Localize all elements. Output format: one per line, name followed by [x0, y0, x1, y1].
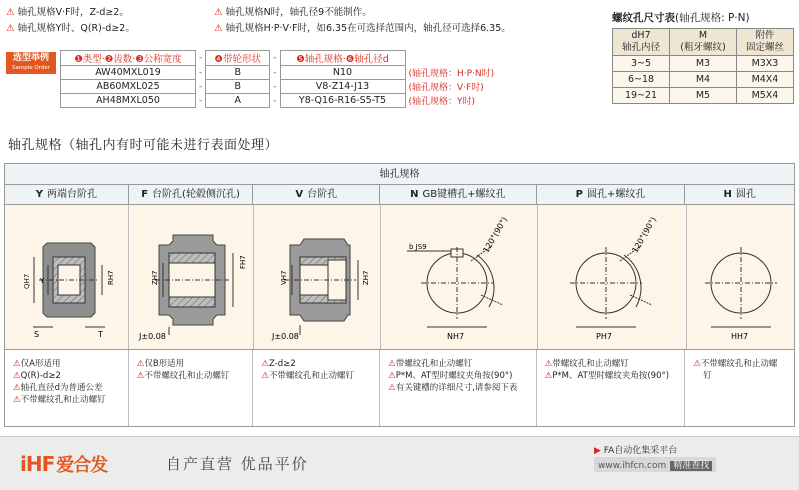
col-f: F 台阶孔(轮毂侧沉孔): [129, 185, 254, 204]
top-notes-right: ⚠ 轴孔规格N时，轴孔径9不能制作。 ⚠ 轴孔规格H·P·V·F时，如6.35在可选择范围内，轴孔径可选择6.35。: [214, 7, 511, 34]
notes-n: ⚠带螺纹孔和止动螺钉 ⚠P*M、AT型时螺纹夹角按(90°) ⚠有关键槽的详细尺寸,请参阅下表: [380, 350, 537, 426]
svg-text:NH7: NH7: [447, 332, 465, 341]
thread-table-title: 螺纹孔尺寸表(轴孔规格: P·N): [612, 12, 750, 24]
col-n: N GB键槽孔+螺纹孔: [380, 185, 537, 204]
svg-text:HH7: HH7: [731, 332, 749, 341]
svg-text:RH7: RH7: [107, 270, 115, 285]
svg-text:FH7: FH7: [239, 255, 247, 269]
brand-logo: iHF 爱合发: [20, 452, 108, 476]
svg-text:J±0.08: J±0.08: [272, 332, 299, 341]
col-y: Y 两端台阶孔: [5, 185, 129, 204]
svg-text:PH7: PH7: [596, 332, 612, 341]
thread-table: dH7 轴孔内径 M (粗牙螺纹) 附件 固定螺丝 3~5 M3 M3X3 6~18 M4 M4X4 19~21 M5 M5X4: [612, 28, 794, 104]
sample-order-badge: 选型举例 Sample Order: [6, 52, 56, 74]
svg-text:S: S: [34, 330, 40, 339]
table-row: AB60MXL025 - B - V8-Z14-J13 (轴孔规格：V·F时): [61, 80, 498, 94]
diagram-p: [538, 205, 687, 349]
diagram-y: [5, 205, 129, 349]
section-title: 轴孔规格（轴孔内有时可能未进行表面处理）: [8, 138, 279, 153]
svg-text:QH7: QH7: [23, 273, 31, 289]
diagram-n: [381, 205, 538, 349]
sample-order-table: ❶类型·❷齿数·❸公称宽度 - ❹带轮形状 - ❺轴孔规格·❻轴孔径d AW40MXL019 - B - N10 (轴孔规格：H·P·N时) AB60MXL025 - B - V8-Z14-J13 (轴孔规格：V·F时) AH48MXL050 - A - Y8-Q16-R16-S5-T5 (轴孔规格：Y时): [60, 50, 498, 108]
diagram-f: [129, 205, 254, 349]
svg-text:120°(90°): 120°(90°): [481, 215, 510, 255]
svg-text:T: T: [98, 330, 103, 339]
footer-banner: [0, 436, 799, 490]
spec-header: 轴孔规格: [5, 164, 794, 185]
svg-text:b JS9: b JS9: [409, 243, 427, 251]
col-p: P 圆孔+螺纹孔: [537, 185, 686, 204]
svg-text:120°(90°): 120°(90°): [630, 215, 659, 255]
svg-text:VH7: VH7: [280, 270, 288, 285]
table-row: AH48MXL050 - A - Y8-Q16-R16-S5-T5 (轴孔规格：Y时): [61, 94, 498, 108]
col-v: V 台阶孔: [253, 185, 380, 204]
table-row: 19~21 M5 M5X4: [613, 88, 794, 104]
table-row: 6~18 M4 M4X4: [613, 72, 794, 88]
table-row: 3~5 M3 M3X3: [613, 56, 794, 72]
svg-text:Y: Y: [40, 277, 45, 285]
top-notes-left: ⚠ 轴孔规格V·F时，Z-d≥2。 ⚠ 轴孔规格Y时、Q(R)-d≥2。: [6, 7, 135, 34]
notes-f: ⚠仅B形适用 ⚠不带螺纹孔和止动螺钉: [129, 350, 254, 426]
diagram-v: [254, 205, 381, 349]
notes-y: ⚠仅A形适用 ⚠Q(R)-d≥2 ⚠轴孔直径d为普通公差 ⚠不带螺纹孔和止动螺钉: [5, 350, 129, 426]
table-row: AW40MXL019 - B - N10 (轴孔规格：H·P·N时): [61, 66, 498, 80]
platform-label: ▶ FA自动化集采平台: [594, 446, 678, 456]
bore-spec-table: [4, 163, 795, 427]
svg-text:ZH7: ZH7: [151, 270, 159, 285]
col-h: H 圆孔: [723, 189, 756, 200]
svg-text:J±0.08: J±0.08: [139, 332, 166, 341]
notes-v: ⚠Z-d≥2 ⚠不带螺纹孔和止动螺钉: [253, 350, 380, 426]
diagram-h: [687, 205, 796, 349]
site-link[interactable]: www.ihfcn.com 精准查找: [594, 457, 716, 472]
svg-text:ZH7: ZH7: [362, 270, 370, 285]
notes-h: ⚠不带螺纹孔和止动螺 钉: [693, 359, 778, 381]
notes-p: ⚠带螺纹孔和止动螺钉 ⚠P*M、AT型时螺纹夹角按(90°): [537, 350, 686, 426]
slogan: 自产直营 优品平价: [166, 455, 309, 473]
